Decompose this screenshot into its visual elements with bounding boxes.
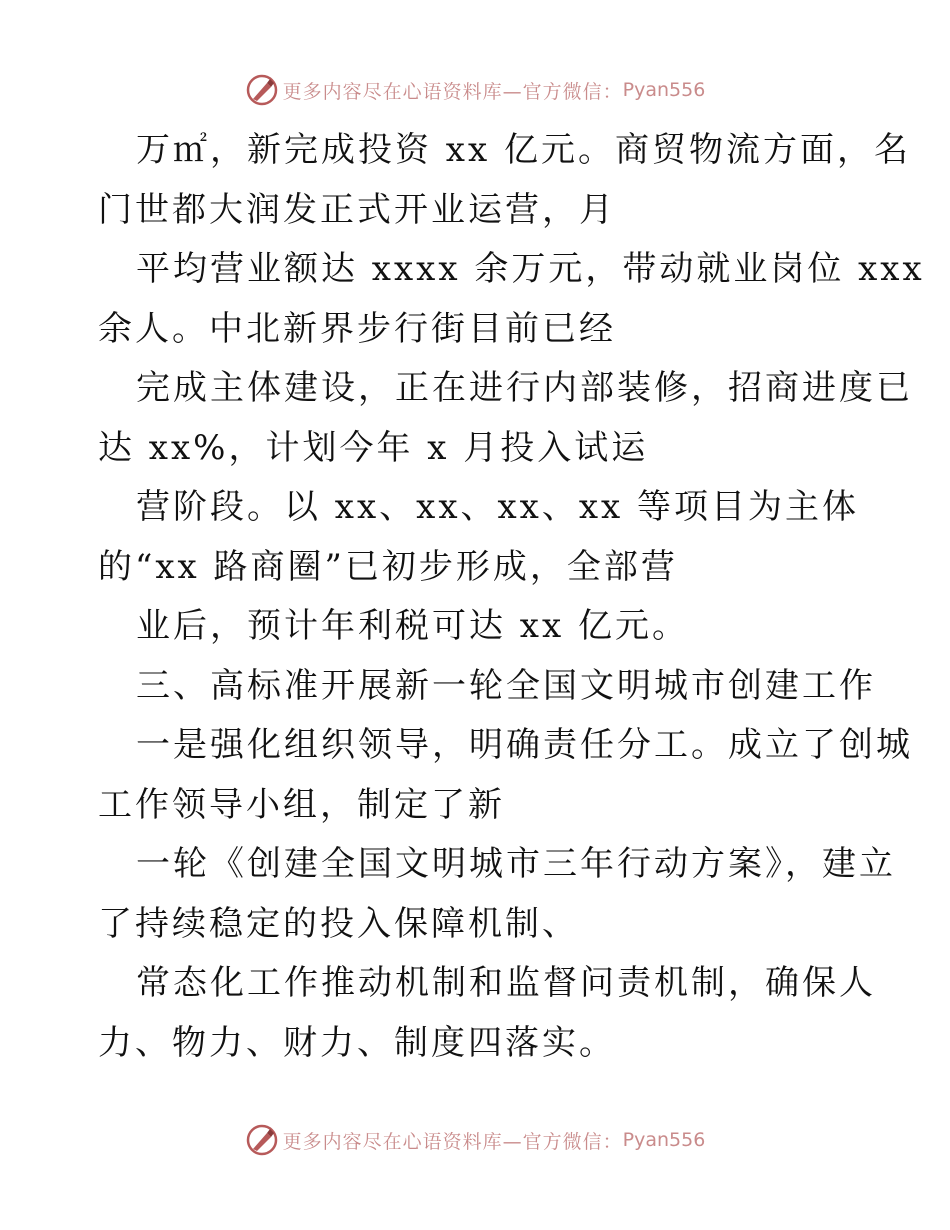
header-watermark (0, 70, 950, 110)
text-line: 平均营业额达 xxxx 余万元，带动就业岗位 xxx (136, 249, 925, 289)
watermark-text: 更多内容尽在心语资料库—官方微信： (282, 80, 623, 103)
text-line: 完成主体建设，正在进行内部装修，招商进度已 (136, 368, 913, 408)
text-line: 业后，预计年利税可达 xx 亿元。 (136, 606, 689, 646)
text-line: 万㎡，新完成投资 xx 亿元。商贸物流方面，名 (136, 130, 911, 170)
text-line: 一是强化组织领导，明确责任分工。成立了创城 (136, 725, 913, 765)
text-line: 余人。中北新界步行街目前已经 (98, 308, 616, 349)
text-line: 力、物力、财力、制度四落实。 (98, 1022, 616, 1063)
footer-watermark (0, 1120, 950, 1160)
text-line: 工作领导小组，制定了新 (98, 784, 505, 825)
watermark-text: 更多内容尽在心语资料库—官方微信： (282, 1130, 623, 1153)
text-line: 门世都大润发正式开业运营，月 (98, 189, 616, 230)
text-line: 达 xx%，计划今年 x 月投入试运 (98, 427, 649, 468)
text-line: 三、高标准开展新一轮全国文明城市创建工作 (136, 665, 876, 706)
watermark-wechat-id: Pyan556 (622, 79, 706, 101)
text-line: 常态化工作推动机制和监督问责机制，确保人 (136, 963, 876, 1003)
text-line: 的“xx 路商圈”已初步形成，全部营 (98, 546, 678, 587)
pen-logo-icon (245, 73, 279, 107)
watermark-wechat-id: Pyan556 (622, 1129, 706, 1151)
pen-logo-icon (245, 1123, 279, 1157)
text-line: 营阶段。以 xx、xx、xx、xx 等项目为主体 (136, 487, 860, 527)
text-line: 了持续稳定的投入保障机制、 (98, 903, 579, 944)
text-line: 一轮《创建全国文明城市三年行动方案》，建立 (136, 844, 896, 884)
